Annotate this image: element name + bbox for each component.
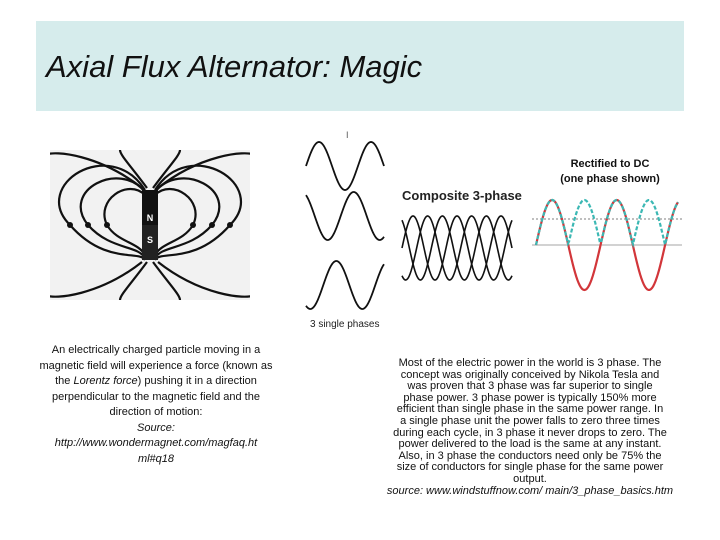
rectified-label-line1: Rectified to DC bbox=[570, 158, 650, 170]
lorentz-text-pre: An electrically charged particle moving in a magnetic field will experience a force (known as the bbox=[39, 344, 273, 387]
rectified-dc-waves bbox=[532, 190, 684, 300]
title-bar bbox=[36, 21, 684, 111]
single-phase-wave bbox=[306, 192, 384, 240]
cyan-rectified-wave bbox=[536, 200, 678, 245]
three-phase-line: concept was originally conceived by Nikola Tesla and bbox=[400, 368, 660, 381]
single-phase-wave bbox=[306, 261, 384, 309]
three-phase-line: efficient than single phase in the same power range. In bbox=[396, 403, 664, 416]
rectified-label bbox=[540, 157, 680, 187]
lorentz-source-label: Source: bbox=[137, 421, 175, 434]
rectified-label-line2: (one phase shown) bbox=[560, 173, 660, 185]
three-phase-line: was proven that 3 phase was far superior to single bbox=[407, 380, 653, 393]
three-phase-caption bbox=[368, 358, 692, 497]
magnetic-field-diagram bbox=[50, 150, 250, 300]
composite-three-phase-label: Composite 3-phase bbox=[402, 188, 522, 203]
lorentz-source-url-line1: http://www.wondermagnet.com/magfaq.ht bbox=[54, 437, 258, 449]
single-phase-waves bbox=[300, 128, 390, 333]
three-phase-line: size of conductors for single phase for the same power bbox=[396, 461, 664, 474]
three-phase-line: Most of the electric power in the world is 3 phase. The bbox=[398, 357, 662, 369]
lorentz-source-url-line2: ml#q18 bbox=[137, 452, 175, 465]
north-label: N bbox=[146, 213, 154, 223]
three-phase-line: Also, in 3 phase the conductors need only be 75% the bbox=[398, 449, 662, 462]
lorentz-term: Lorentz force bbox=[73, 375, 138, 387]
three-phase-source: source: www.windstuffnow.com/ main/3_phase_basics.htm bbox=[386, 484, 674, 497]
slide-title: Axial Flux Alternator: Magic bbox=[46, 49, 423, 84]
lorentz-caption bbox=[38, 343, 274, 467]
three-single-phases-caption: 3 single phases bbox=[310, 319, 380, 330]
three-phase-line: output. bbox=[513, 472, 547, 485]
south-label: S bbox=[146, 235, 154, 245]
three-phase-line: phase power. 3 phase power is typically 150% more bbox=[403, 391, 657, 404]
three-phase-line: power delivered to the load is the same at any instant. bbox=[398, 438, 662, 451]
sine-top-label: I bbox=[346, 130, 349, 140]
lorentz-text-post: ) pushing it in a direction perpendicular to the magnetic field and the direction of motion: bbox=[52, 375, 260, 418]
three-phase-line: a single phase unit the power falls to zero three times bbox=[400, 414, 660, 427]
single-phase-wave bbox=[306, 142, 384, 190]
composite-phase-wave bbox=[402, 216, 512, 280]
three-phase-line: during each cycle, in 3 phase it never drops to zero. The bbox=[393, 426, 667, 439]
